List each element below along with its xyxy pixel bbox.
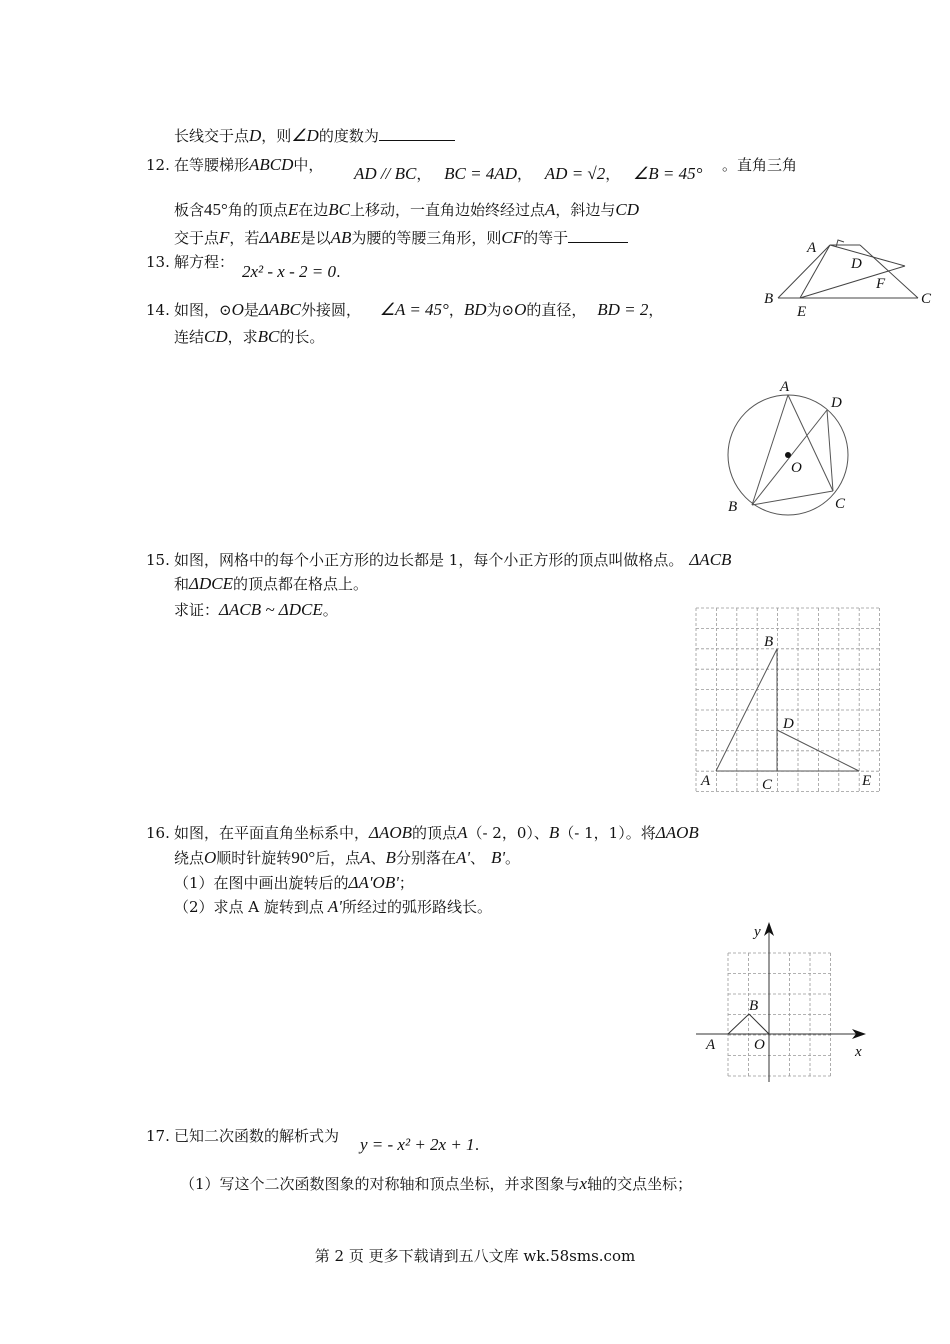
q16-line2: 绕点O顺时针旋转90°后，点A、B分别落在A'、 B'。	[174, 848, 521, 867]
q13-equation: 2x² - x - 2 = 0.	[242, 262, 341, 281]
label-e: E	[862, 773, 872, 789]
q12-line3: 交于点F，若ΔABE是以AB为腰的等腰三角形，则CF的等于	[174, 228, 628, 248]
q17-text: 已知二次函数的解析式为	[174, 1127, 340, 1145]
answer-blank	[568, 228, 628, 243]
label-b: B	[764, 291, 774, 307]
q16-sub2: （2）求点 A 旋转到点 A'所经过的弧形路线长。	[174, 897, 492, 916]
q15-line3: 求证：ΔACB ~ ΔDCE。	[174, 600, 338, 619]
q12-line1-end: 。直角三角	[722, 156, 798, 174]
q12-line2: 板含45°角的顶点E在边BC上移动，一直角边始终经过点A，斜边与CD	[174, 200, 640, 219]
page-footer: 第 2 页 更多下载请到五八文库 wk.58sms.com	[314, 1247, 636, 1265]
label-b: B	[728, 499, 738, 515]
q17-sub1: （1）写这个二次函数图象的对称轴和顶点坐标，并求图象与x轴的交点坐标；	[180, 1174, 693, 1193]
q12-line1-a: 在等腰梯形ABCD中，	[174, 155, 324, 174]
q16-coordinate-figure	[694, 918, 874, 1088]
q12-trapezoid-figure	[760, 228, 940, 323]
grid-lines	[696, 608, 880, 792]
label-a: A	[780, 379, 790, 395]
label-d: D	[851, 256, 862, 272]
q13-text: 解方程：	[174, 253, 235, 271]
center-dot	[785, 452, 791, 458]
label-a: A	[807, 240, 817, 256]
q16-number: 16.	[146, 824, 170, 842]
label-o: O	[754, 1037, 765, 1053]
label-b: B	[764, 634, 774, 650]
q12-number: 12.	[146, 156, 170, 174]
label-x: x	[855, 1044, 862, 1060]
label-e: E	[797, 304, 807, 320]
label-b: B	[749, 998, 759, 1014]
q17-equation: y = - x² + 2x + 1.	[360, 1135, 480, 1154]
label-d: D	[831, 395, 842, 411]
q12-line1-math: AD // BC， BC = 4AD， AD = √2， ∠B = 45°	[354, 164, 703, 183]
label-a: A	[701, 773, 711, 789]
label-c: C	[921, 291, 932, 307]
label-c: C	[762, 777, 773, 793]
label-y: y	[754, 924, 761, 940]
q15-line2: 和ΔDCE的顶点都在格点上。	[174, 574, 369, 593]
q15-grid-figure	[696, 608, 881, 793]
label-f: F	[876, 276, 886, 292]
q14-number: 14.	[146, 301, 170, 319]
q14-line1: 如图，⊙O是ΔABC外接圆， ∠A = 45°，BD为⊙O的直径， BD = 2，	[174, 300, 664, 319]
label-o: O	[791, 460, 802, 476]
q13-number: 13.	[146, 253, 170, 271]
q15-line1: 如图，网格中的每个小正方形的边长都是 1，每个小正方形的顶点叫做格点。 ΔACB	[174, 550, 732, 569]
label-c: C	[835, 496, 846, 512]
q17-number: 17.	[146, 1127, 170, 1145]
answer-blank	[379, 126, 455, 141]
label-a: A	[706, 1037, 716, 1053]
q16-line1: 如图，在平面直角坐标系中，ΔAOB的顶点A（- 2，0）、B（- 1，1）。将ΔAOB	[174, 823, 699, 842]
q14-circle-figure	[718, 375, 858, 520]
grid-lines	[728, 953, 831, 1076]
label-d: D	[783, 716, 794, 732]
carry-line: 长线交于点D，则∠D的度数为	[174, 126, 455, 146]
q15-number: 15.	[146, 551, 170, 569]
q16-sub1: （1）在图中画出旋转后的ΔA'OB'；	[174, 873, 414, 892]
q14-line2: 连结CD，求BC的长。	[174, 327, 325, 346]
